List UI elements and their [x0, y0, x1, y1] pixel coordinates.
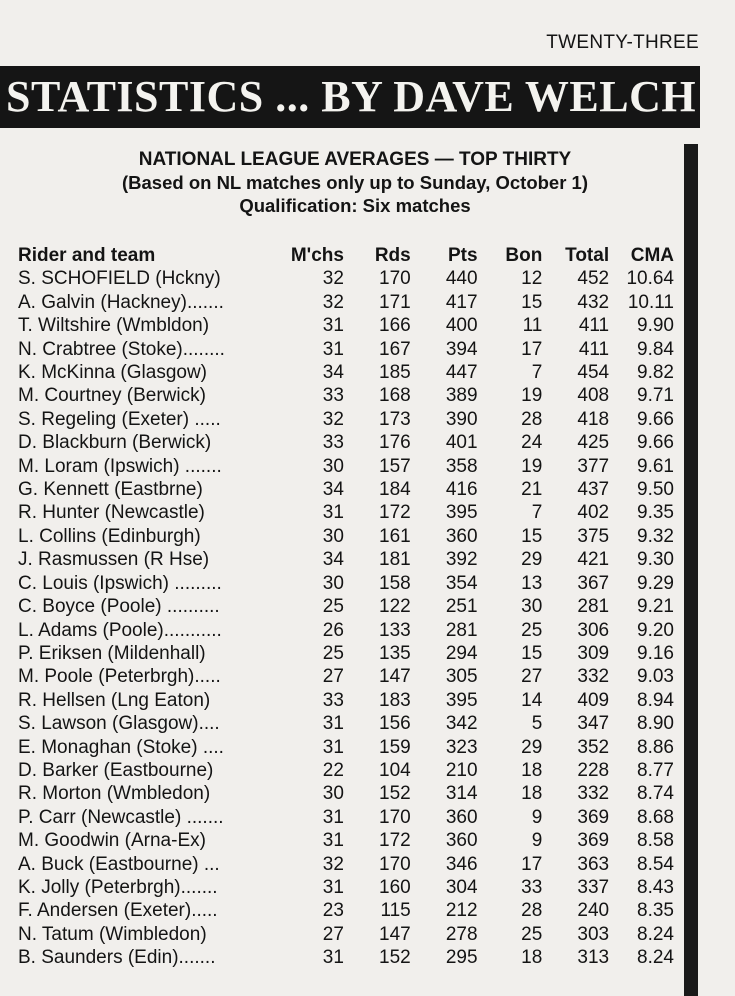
cell-total: 309	[577, 642, 610, 664]
cell-bonus: 30	[521, 596, 543, 618]
cell-points: 389	[445, 385, 478, 407]
table-row	[18, 314, 678, 337]
cell-cma: 9.30	[637, 549, 674, 571]
table-row	[18, 478, 678, 501]
cell-matches: 31	[322, 876, 344, 898]
cell-cma: 8.58	[637, 830, 674, 852]
table-row	[18, 853, 678, 876]
cell-points: 360	[445, 830, 478, 852]
table-row	[18, 736, 678, 759]
cell-rides: 159	[379, 736, 411, 758]
cell-cma: 9.16	[637, 642, 674, 664]
cell-total: 409	[577, 689, 610, 711]
cell-total: 332	[577, 783, 610, 805]
cell-cma: 9.35	[637, 502, 674, 524]
cell-total: 306	[577, 619, 610, 641]
cell-rides: 170	[379, 268, 411, 290]
cell-matches: 32	[322, 853, 344, 875]
cell-rides: 176	[379, 432, 411, 454]
cell-cma: 8.35	[637, 900, 674, 922]
cell-rider: G. Kennett (Eastbrne)	[18, 479, 203, 501]
cell-total: 375	[577, 525, 610, 547]
cell-total: 377	[577, 455, 610, 477]
cell-total: 369	[577, 806, 610, 828]
cell-rides: 161	[379, 525, 411, 547]
cell-rider: N. Crabtree (Stoke)........	[18, 338, 225, 360]
column-header-matches: M'chs	[290, 245, 344, 266]
cell-cma: 9.29	[637, 572, 674, 594]
cell-points: 342	[445, 713, 478, 735]
cell-points: 251	[445, 596, 478, 618]
cell-rider: D. Barker (Eastbourne)	[18, 759, 214, 781]
cell-bonus: 15	[521, 291, 543, 313]
qualification-note: Qualification: Six matches	[239, 195, 471, 216]
cell-rider: A. Buck (Eastbourne) ...	[18, 853, 220, 875]
cell-matches: 31	[322, 713, 344, 735]
cell-total: 347	[577, 713, 610, 735]
table-row	[18, 595, 678, 618]
cell-matches: 33	[322, 385, 344, 407]
cell-rider: E. Monaghan (Stoke) ....	[18, 736, 224, 758]
cell-matches: 32	[322, 408, 344, 430]
cell-matches: 31	[322, 736, 344, 758]
table-subtitle: (Based on NL matches only up to Sunday, October 1)	[122, 172, 588, 193]
cell-matches: 31	[322, 830, 344, 852]
cell-cma: 8.77	[637, 759, 674, 781]
cell-points: 395	[445, 689, 478, 711]
table-row	[18, 291, 678, 314]
cell-rider: M. Loram (Ipswich) .......	[18, 455, 222, 477]
column-header-points: Pts	[447, 245, 478, 266]
table-row	[18, 689, 678, 712]
cell-cma: 8.74	[637, 783, 674, 805]
cell-rides: 181	[379, 549, 411, 571]
cell-matches: 34	[322, 549, 344, 571]
column-header-cma: CMA	[630, 245, 674, 266]
cell-total: 411	[578, 315, 610, 337]
cell-total: 411	[578, 338, 610, 360]
cell-rides: 147	[379, 666, 411, 688]
cell-rider: J. Rasmussen (R Hse)	[18, 549, 210, 571]
column-header-total: Total	[565, 245, 610, 266]
cell-bonus: 11	[522, 315, 543, 337]
cell-points: 304	[445, 876, 478, 898]
cell-rider: D. Blackburn (Berwick)	[18, 432, 212, 454]
cell-bonus: 19	[521, 455, 543, 477]
cell-cma: 8.24	[637, 947, 674, 969]
cell-rides: 185	[379, 362, 411, 384]
table-body	[18, 267, 678, 969]
cell-rides: 166	[379, 315, 411, 337]
cell-points: 358	[445, 455, 478, 477]
cell-matches: 30	[322, 783, 344, 805]
cell-matches: 33	[322, 432, 344, 454]
cell-rides: 152	[379, 947, 411, 969]
cell-bonus: 28	[521, 900, 543, 922]
cell-rider: S. Lawson (Glasgow)....	[18, 713, 220, 735]
cell-rides: 170	[379, 806, 411, 828]
cell-rider: N. Tatum (Wimbledon)	[18, 923, 207, 945]
cell-points: 314	[445, 783, 478, 805]
cell-points: 394	[445, 338, 478, 360]
cell-rider: S. Regeling (Exeter) .....	[18, 408, 221, 430]
cell-bonus: 7	[531, 362, 543, 384]
cell-points: 400	[445, 315, 478, 337]
cell-points: 392	[445, 549, 478, 571]
cell-points: 416	[445, 479, 478, 501]
side-rule	[684, 144, 698, 996]
cell-rides: 172	[379, 830, 411, 852]
column-header-bonus: Bon	[505, 245, 543, 266]
cell-total: 363	[577, 853, 610, 875]
cell-total: 228	[577, 759, 610, 781]
table-row	[18, 946, 678, 969]
table-row	[18, 642, 678, 665]
table-title: NATIONAL LEAGUE AVERAGES — TOP THIRTY	[138, 149, 572, 170]
cell-points: 417	[445, 291, 478, 313]
table-row	[18, 455, 678, 478]
table-row	[18, 572, 678, 595]
cell-matches: 23	[322, 900, 344, 922]
cell-rides: 158	[379, 572, 411, 594]
cell-cma: 8.68	[637, 806, 674, 828]
column-header-rider: Rider and team	[18, 245, 156, 266]
table-row	[18, 267, 678, 290]
cell-rides: 171	[379, 291, 411, 313]
cell-total: 452	[577, 268, 610, 290]
cell-cma: 8.43	[637, 876, 674, 898]
cell-total: 240	[577, 900, 610, 922]
cell-cma: 10.64	[626, 268, 674, 290]
cell-rider: C. Louis (Ipswich) .........	[18, 572, 222, 594]
cell-points: 401	[445, 432, 478, 454]
cell-points: 210	[445, 759, 478, 781]
cell-rider: M. Goodwin (Arna-Ex)	[18, 830, 206, 852]
cell-points: 360	[445, 806, 478, 828]
table-row	[18, 876, 678, 899]
table-row	[18, 899, 678, 922]
cell-rider: M. Courtney (Berwick)	[18, 385, 206, 407]
table-row	[18, 665, 678, 688]
cell-bonus: 28	[521, 408, 543, 430]
cell-matches: 31	[322, 315, 344, 337]
table-row	[18, 408, 678, 431]
table-row	[18, 361, 678, 384]
cell-points: 390	[445, 408, 478, 430]
cell-cma: 9.90	[637, 315, 674, 337]
cell-matches: 25	[322, 596, 344, 618]
cell-rides: 160	[379, 876, 411, 898]
cell-bonus: 18	[521, 759, 543, 781]
cell-matches: 31	[322, 338, 344, 360]
cell-total: 421	[577, 549, 610, 571]
cell-rider: L. Collins (Edinburgh)	[18, 525, 201, 547]
cell-points: 281	[445, 619, 478, 641]
cell-rider: R. Hunter (Newcastle)	[18, 502, 205, 524]
cell-total: 332	[577, 666, 610, 688]
cell-rides: 170	[379, 853, 411, 875]
cell-bonus: 27	[521, 666, 543, 688]
page-number: TWENTY-THREE	[546, 32, 699, 53]
cell-matches: 31	[322, 806, 344, 828]
cell-matches: 25	[322, 642, 344, 664]
cell-rides: 172	[379, 502, 411, 524]
cell-rides: 157	[379, 455, 411, 477]
cell-rider: K. McKinna (Glasgow)	[18, 362, 208, 384]
cell-cma: 9.66	[637, 432, 674, 454]
cell-matches: 34	[322, 362, 344, 384]
table-row	[18, 759, 678, 782]
cell-cma: 10.11	[627, 291, 674, 313]
cell-bonus: 14	[521, 689, 543, 711]
cell-rides: 135	[379, 642, 411, 664]
cell-cma: 9.20	[637, 619, 674, 641]
cell-total: 303	[577, 923, 610, 945]
cell-cma: 9.84	[637, 338, 674, 360]
cell-rider: C. Boyce (Poole) ..........	[18, 596, 220, 618]
cell-matches: 22	[322, 759, 344, 781]
cell-rides: 115	[380, 900, 411, 922]
cell-cma: 8.54	[637, 853, 674, 875]
cell-points: 295	[445, 947, 478, 969]
table-row	[18, 548, 678, 571]
cell-matches: 26	[322, 619, 344, 641]
cell-bonus: 17	[521, 853, 543, 875]
cell-total: 402	[577, 502, 610, 524]
table-row	[18, 384, 678, 407]
table-row	[18, 338, 678, 361]
cell-bonus: 19	[521, 385, 543, 407]
table-row	[18, 806, 678, 829]
cell-cma: 9.32	[637, 525, 674, 547]
cell-rides: 133	[379, 619, 411, 641]
cell-rider: R. Hellsen (Lng Eaton)	[18, 689, 211, 711]
cell-bonus: 12	[521, 268, 543, 290]
cell-bonus: 18	[521, 783, 543, 805]
cell-matches: 31	[322, 947, 344, 969]
cell-total: 352	[577, 736, 610, 758]
cell-rider: R. Morton (Wmbledon)	[18, 783, 211, 805]
cell-total: 408	[577, 385, 610, 407]
cell-rides: 152	[379, 783, 411, 805]
cell-points: 323	[445, 736, 478, 758]
table-row	[18, 712, 678, 735]
cell-bonus: 5	[531, 713, 543, 735]
cell-bonus: 18	[521, 947, 543, 969]
cell-cma: 9.71	[637, 385, 674, 407]
cell-cma: 9.21	[637, 596, 674, 618]
cell-bonus: 24	[521, 432, 543, 454]
table-row	[18, 431, 678, 454]
table-row	[18, 782, 678, 805]
cell-rider: A. Galvin (Hackney).......	[18, 291, 224, 313]
cell-rider: P. Eriksen (Mildenhall)	[18, 642, 206, 664]
cell-bonus: 9	[531, 806, 543, 828]
cell-points: 212	[445, 900, 478, 922]
table-row	[18, 619, 678, 642]
cell-points: 395	[445, 502, 478, 524]
cell-total: 367	[577, 572, 610, 594]
cell-total: 337	[577, 876, 610, 898]
cell-total: 369	[577, 830, 610, 852]
cell-total: 437	[577, 479, 610, 501]
cell-bonus: 15	[521, 642, 543, 664]
cell-rider: M. Poole (Peterbrgh).....	[18, 666, 221, 688]
cell-matches: 34	[322, 479, 344, 501]
cell-rides: 167	[379, 338, 411, 360]
cell-bonus: 25	[521, 923, 543, 945]
cell-bonus: 13	[521, 572, 543, 594]
cell-bonus: 25	[521, 619, 543, 641]
cell-rider: K. Jolly (Peterbrgh).......	[18, 876, 218, 898]
cell-bonus: 21	[521, 479, 543, 501]
cell-cma: 9.50	[637, 479, 674, 501]
cell-cma: 9.82	[637, 362, 674, 384]
cell-rides: 104	[379, 759, 411, 781]
cell-rides: 122	[379, 596, 411, 618]
cell-total: 432	[577, 291, 610, 313]
cell-bonus: 29	[521, 549, 543, 571]
cell-points: 294	[445, 642, 478, 664]
cell-rider: L. Adams (Poole)...........	[18, 619, 222, 641]
cell-matches: 27	[322, 666, 344, 688]
cell-rider: P. Carr (Newcastle) .......	[18, 806, 224, 828]
cell-total: 313	[577, 947, 610, 969]
cell-points: 360	[445, 525, 478, 547]
cell-matches: 30	[322, 525, 344, 547]
table-row	[18, 923, 678, 946]
table-header-block	[40, 148, 670, 217]
cell-rides: 168	[379, 385, 411, 407]
table-row	[18, 525, 678, 548]
column-header-rides: Rds	[374, 245, 411, 266]
cell-cma: 8.24	[637, 923, 674, 945]
cell-rider: S. SCHOFIELD (Hckny)	[18, 268, 221, 290]
cell-rider: F. Andersen (Exeter).....	[18, 900, 218, 922]
cell-bonus: 9	[531, 830, 543, 852]
cell-rides: 147	[379, 923, 411, 945]
cell-bonus: 29	[521, 736, 543, 758]
cell-matches: 31	[322, 502, 344, 524]
cell-bonus: 15	[521, 525, 543, 547]
section-banner: STATISTICS ... BY DAVE WELCH	[0, 66, 700, 128]
cell-points: 305	[445, 666, 478, 688]
cell-rides: 183	[379, 689, 411, 711]
cell-matches: 27	[322, 923, 344, 945]
cell-cma: 9.61	[637, 455, 674, 477]
cell-points: 278	[445, 923, 478, 945]
cell-rider: T. Wiltshire (Wmbldon)	[18, 315, 210, 337]
cell-rides: 173	[379, 408, 411, 430]
table-row	[18, 501, 678, 524]
cell-points: 447	[445, 362, 478, 384]
cell-cma: 9.66	[637, 408, 674, 430]
column-header-row	[18, 244, 678, 267]
table-row	[18, 829, 678, 852]
cell-matches: 33	[322, 689, 344, 711]
cell-cma: 8.86	[637, 736, 674, 758]
cell-cma: 9.03	[637, 666, 674, 688]
cell-bonus: 33	[521, 876, 543, 898]
cell-matches: 32	[322, 268, 344, 290]
averages-table	[18, 244, 678, 970]
cell-total: 418	[577, 408, 610, 430]
cell-bonus: 7	[531, 502, 543, 524]
cell-total: 454	[577, 362, 610, 384]
cell-matches: 32	[322, 291, 344, 313]
cell-points: 354	[445, 572, 478, 594]
cell-cma: 8.94	[637, 689, 674, 711]
cell-matches: 30	[322, 455, 344, 477]
cell-points: 440	[445, 268, 478, 290]
cell-total: 281	[577, 596, 610, 618]
cell-points: 346	[445, 853, 478, 875]
cell-matches: 30	[322, 572, 344, 594]
cell-cma: 8.90	[637, 713, 674, 735]
cell-rides: 156	[379, 713, 411, 735]
cell-bonus: 17	[521, 338, 543, 360]
cell-total: 425	[577, 432, 610, 454]
cell-rider: B. Saunders (Edin).......	[18, 947, 216, 969]
cell-rides: 184	[379, 479, 411, 501]
